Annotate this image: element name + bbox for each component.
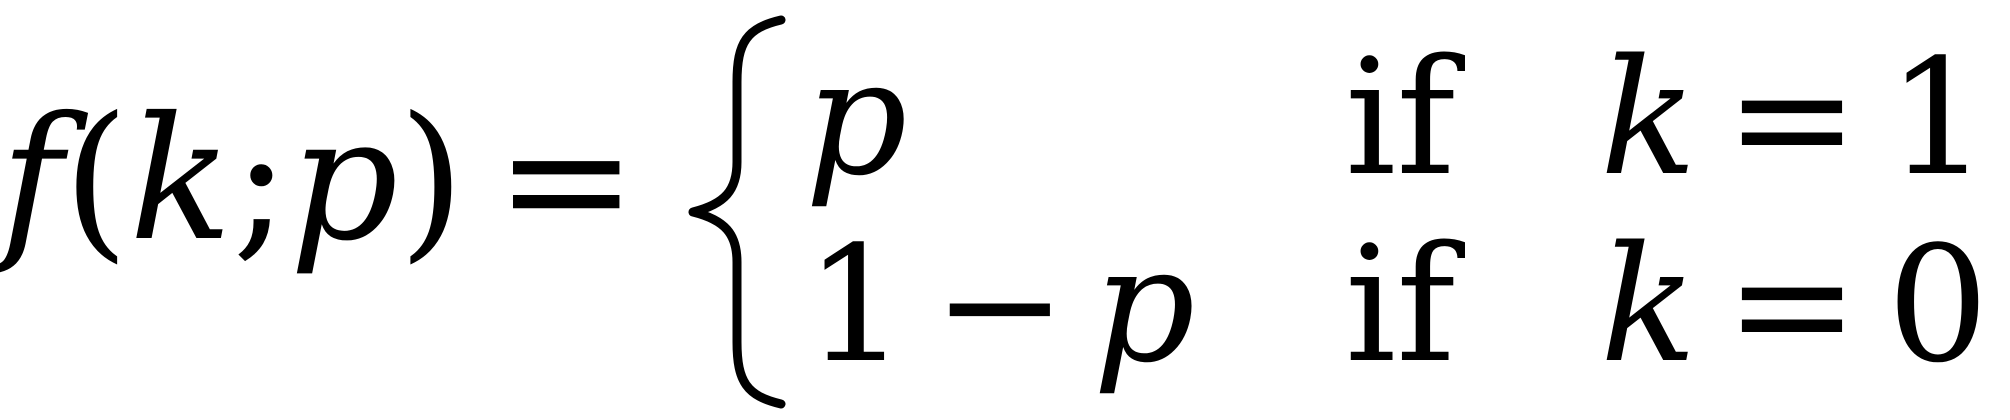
equation-lhs [0,81,465,279]
close-paren: ) [398,81,465,279]
case-1-if-keyword: if [1345,24,1456,211]
case-1-condition [1600,24,1989,211]
case-2-expr-var: p [1092,211,1196,398]
equals-sign: = [495,81,638,279]
case-1-condition-var: k [1600,24,1697,211]
case-2-if-keyword: if [1345,211,1456,398]
case-2-expression [805,211,1196,398]
case-1-condition-equals: = [1724,24,1860,211]
variable-p: p [289,81,399,279]
case-2-condition-value: 0 [1887,211,1989,398]
case-2-condition-var: k [1600,211,1697,398]
case-2-condition-equals: = [1724,211,1860,398]
case-2-condition [1600,211,1989,398]
semicolon: ; [232,81,290,279]
case-2-expr-number: 1 [805,211,907,398]
case-2-expr-minus: − [932,211,1067,398]
variable-k: k [129,81,233,279]
case-1-expression: p [805,24,908,211]
left-brace-icon [685,12,795,412]
function-symbol-f: f [0,81,63,279]
open-paren: ( [62,81,130,279]
case-1-condition-value: 1 [1887,24,1989,211]
